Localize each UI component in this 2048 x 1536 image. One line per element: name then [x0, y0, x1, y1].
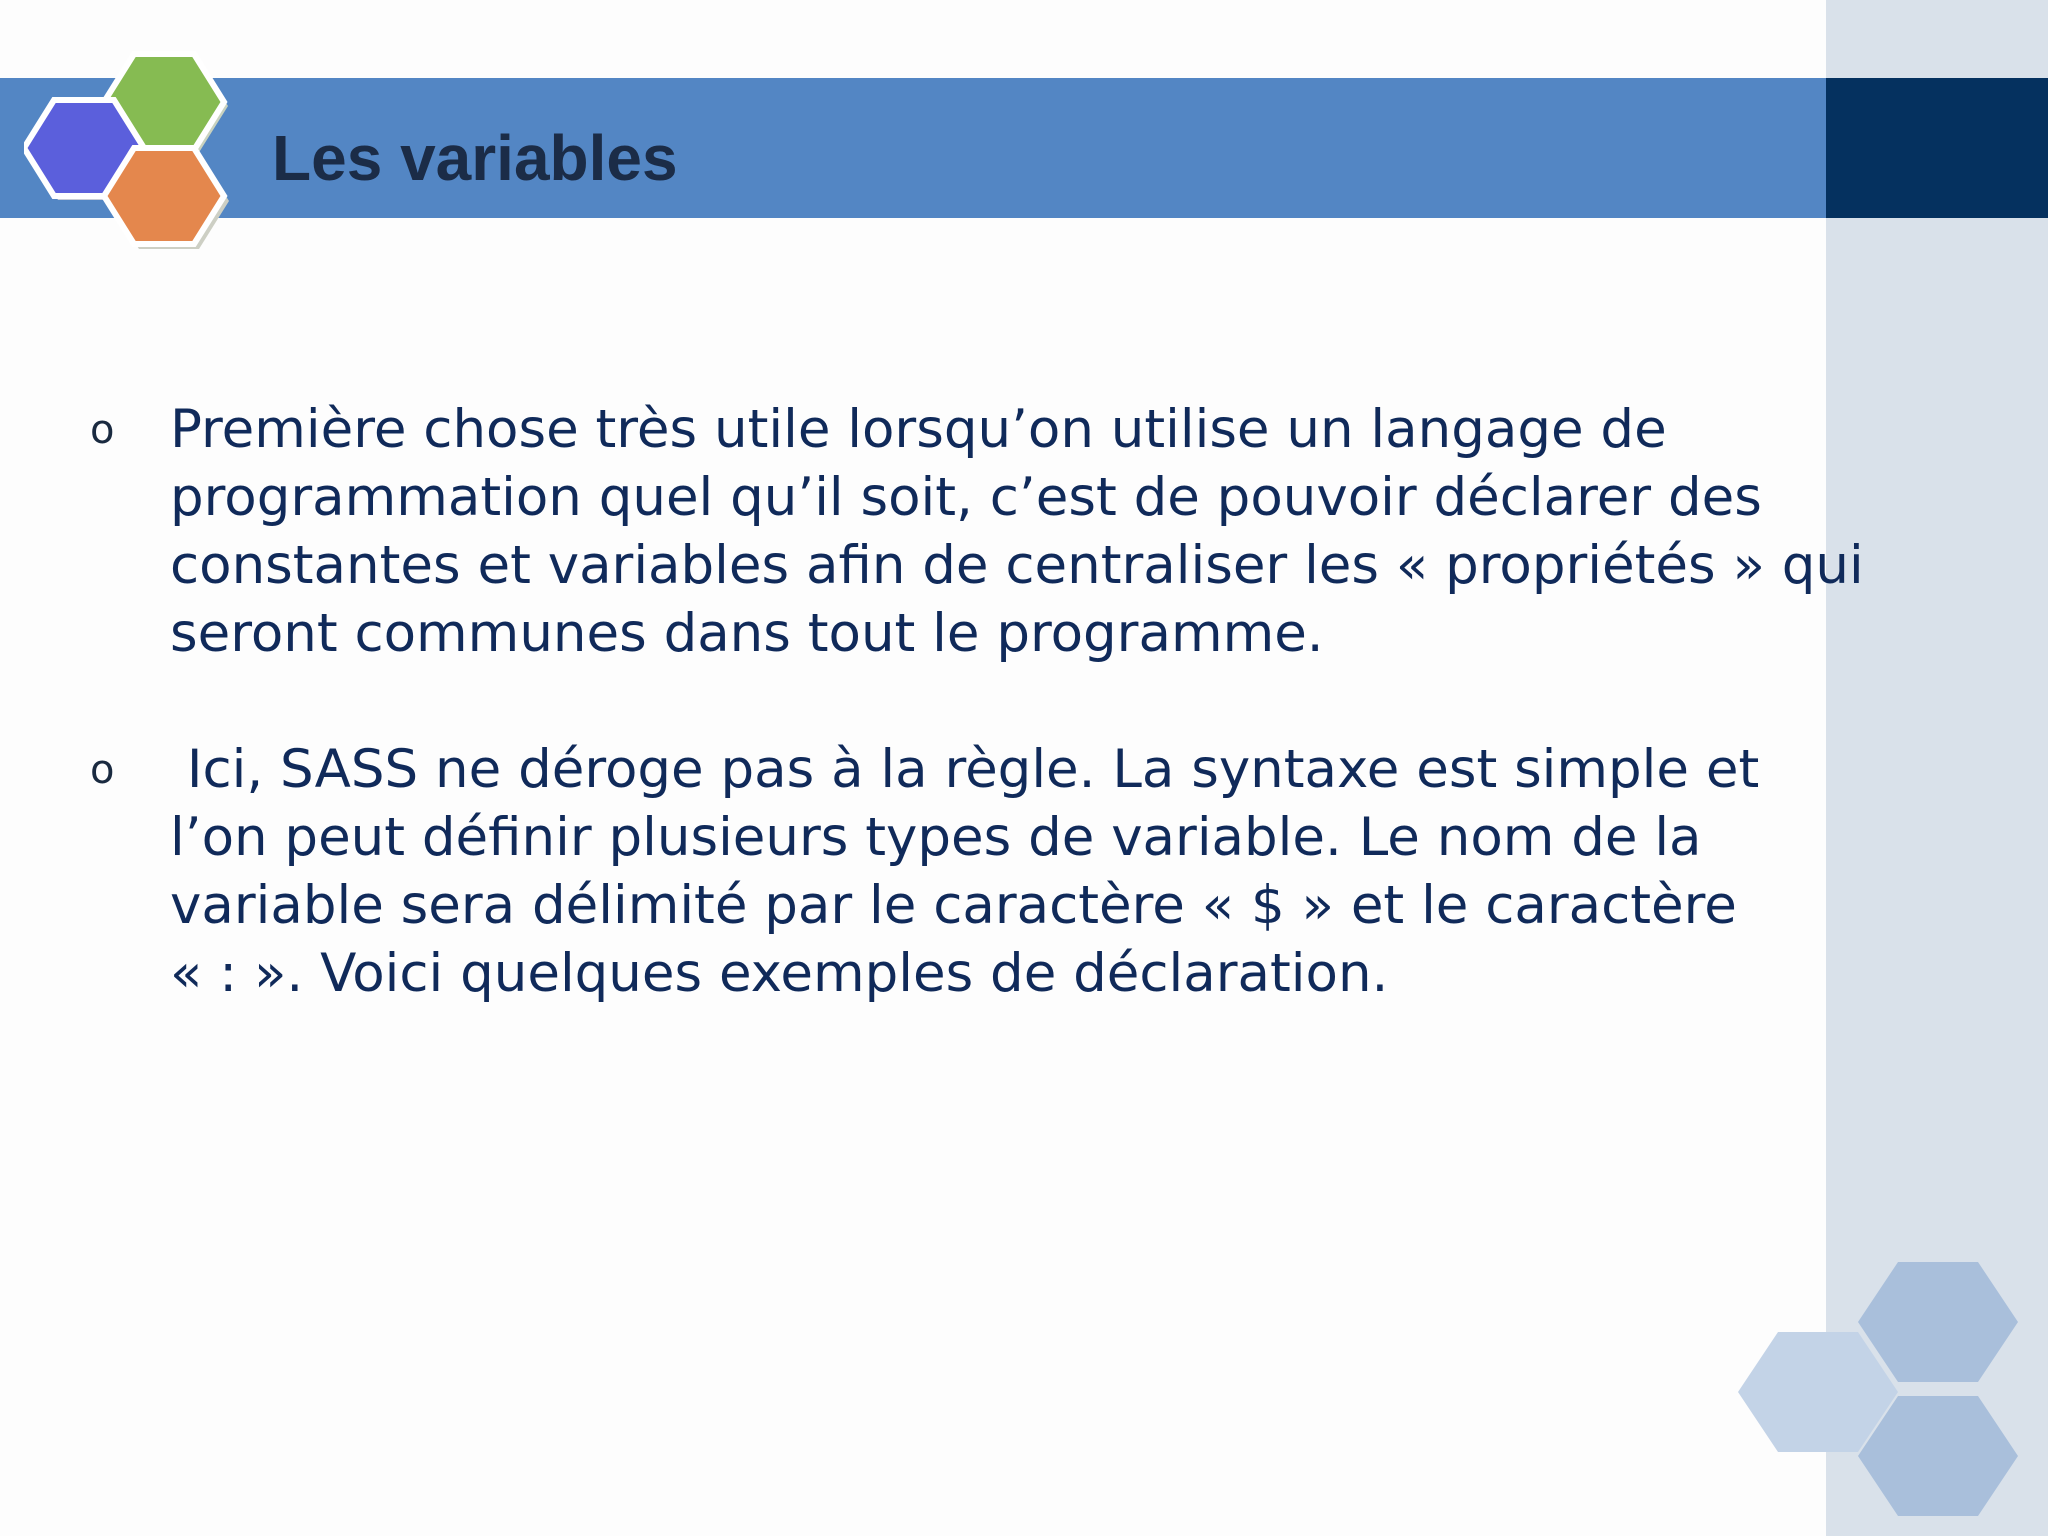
bullet-text: Ici, SASS ne déroge pas à la règle. La syntaxe est simple et l’on peut définir plusieurs types de variable. Le nom de la variable sera délimité par le caractère « $ » et le caractère « : ». Voici quelques exemples de déclaration. [170, 739, 1760, 1004]
bullet-text: Première chose très utile lorsqu’on utilise un langage de programmation quel qu’il soit, c’est de pouvoir déclarer des constantes et variables afin de centraliser les « propriétés » qui seront communes dans tout le programme. [170, 399, 1864, 664]
hexagon-cluster-decoration-icon [1718, 1256, 2048, 1536]
slide-title: Les variables [272, 122, 678, 194]
title-bar-dark-block [1826, 78, 2048, 218]
deco-hexagon-top-icon [1858, 1262, 2018, 1382]
bullet-marker: o [90, 747, 115, 793]
bullet-marker: o [90, 407, 115, 453]
bullet-item [90, 396, 1990, 668]
bullet-item [90, 736, 1990, 1008]
hexagon-cluster-logo-icon [24, 48, 244, 258]
hexagon-orange-icon [104, 148, 229, 249]
bullet-list [90, 396, 1990, 1076]
